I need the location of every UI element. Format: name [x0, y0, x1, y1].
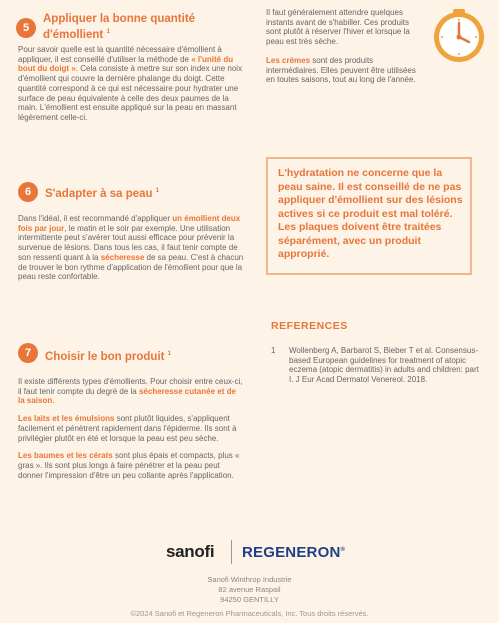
callout-text: L'hydratation ne concerne que la peau saine. Il est conseillé de ne pas appliquer d'émollient sur des lésions actives si ce produit est mal toléré. Les plaques doivent être traitées séparément, avec un produit approprié.: [278, 167, 463, 260]
section-7-title: Choisir le bon produit $^1$: [45, 350, 172, 363]
address-line-3: 94250 GENTILLY: [220, 595, 279, 604]
reference-text: Wollenberg A, Barbarot S, Bieber T et al. Consensus-based European guidelines for treatment of atopic eczema (atopic dermatitis) in adults and children: part I. J Eur Acad Dermatol Venereol. 2018.: [289, 346, 479, 385]
logo-divider: [231, 540, 232, 564]
address-line-2: 82 avenue Raspail: [218, 585, 281, 594]
reference-number: 1: [271, 346, 276, 355]
sanofi-logo: sanofi: [166, 542, 215, 561]
references-title: REFERENCES: [271, 320, 348, 332]
copyright: ©2024 Sanofi et Regeneron Pharmaceuticals, Inc. Tous droits réservés.: [130, 609, 369, 618]
section-5-number: 5: [16, 18, 36, 38]
right-column-text: Il faut généralement attendre quelques instants avant de s'habiller. Ces produits sont plutôt à réserver l'hiver et lorsque la peau est très sèche. Les crèmes sont des produits intermédiaires. Elles peuvent être utilisées en toutes saisons, tout au long de l'année.: [266, 8, 416, 85]
section-5-title: Appliquer la bonne quantité d'émollient $^1$: [43, 13, 196, 41]
clock-icon: [430, 6, 488, 64]
section-6-title: S'adapter à sa peau $^1$: [45, 187, 160, 200]
section-6-text: Dans l'idéal, il est recommandé d'appliquer un émollient deux fois par jour, le matin et le soir par exemple. Une utilisation intermittente peut s'avérer tout aussi efficace pour prévenir la survenue de lésions. Dans tous les cas, il faut tenir compte de son ressenti quant à la sécheresse de sa peau. C'est à chacun de trouver le bon rythme d'application de l'émollient pour que la peau reste confortable.: [18, 214, 244, 282]
regeneron-logo: REGENERON®: [242, 544, 346, 561]
section-5-text: Pour savoir quelle est la quantité nécessaire d'émollient à appliquer, il est conseillé d'utiliser la méthode de « l'unité du bout du doigt ». Cela consiste à mettre sur son index une noix d'émollient qui couvre la dernière phalange du doigt. Cette quantité correspond à ce qui est nécessaire pour hydrater une surface de peau équivalente à celle des deux paumes de la main. L'émollient est ensuite appliqué sur la peau en massant légèrement celle-ci.: [18, 45, 243, 122]
section-7-text: Il existe différents types d'émollients. Pour choisir entre ceux-ci, il faut tenir compte du degré de la sécheresse cutanée et de la saison. Les laits et les émulsions sont plutôt liquides, s'appliquent facilement et pénètrent rapidement dans l'épiderme. Ils sont à privilégier plutôt en été et lorsque la peau est peu sèche. Les baumes et les cérats sont plus épais et compacts, plus « gras ». Ils sont plus longs à faire pénétrer et la peau peut donner l'impression d'être un peu collante après l'application.: [18, 377, 243, 480]
section-7-number: 7: [18, 343, 38, 363]
address-line-1: Sanofi Winthrop Industrie: [207, 575, 292, 584]
section-6-number: 6: [18, 182, 38, 202]
callout-box: [266, 157, 472, 275]
